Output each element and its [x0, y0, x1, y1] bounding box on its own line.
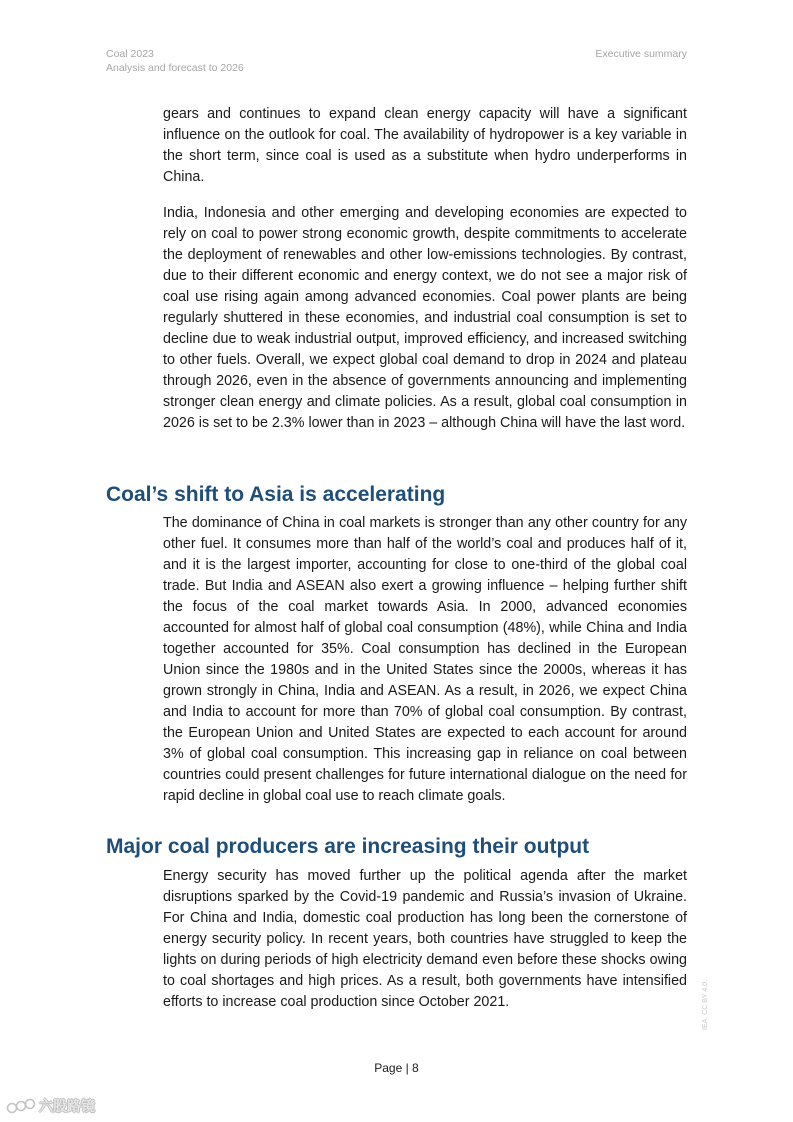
body-paragraph: India, Indonesia and other emerging and developing economies are expected to rely on coal to power strong economic growth, despite commitments to accelerate the deployment of renewables and other low-emissions technologies. By contrast, due to their different economic and energy context, we do not see a major risk of coal use rising again among advanced economies. Coal power plants are being regularly shuttered in these economies, and industrial coal consumption is set to decline due to weak industrial output, improved efficiency, and increased switching to other fuels. Overall, we expect global coal demand to drop in 2024 and plateau through 2026, even in the absence of governments announcing and implementing stronger clean energy and climate policies. As a result, global coal consumption in 2026 is set to be 2.3% lower than in 2023 – although China will have the last word.: [163, 205, 687, 431]
watermark-text: 六股路镜: [39, 1098, 95, 1114]
document-header: [106, 47, 244, 75]
section-heading: Major coal producers are increasing their output: [106, 835, 590, 858]
page-number: Page | 8: [374, 1061, 419, 1075]
body-paragraph: gears and continues to expand clean energy capacity will have a significant influence on the outlook for coal. The availability of hydropower is a key variable in the short term, since coal is used as a substitute when hydro underperforms in China.: [163, 106, 687, 185]
report-title: Coal 2023: [106, 48, 154, 60]
section-body: Energy security has moved further up the political agenda after the market disruptions sparked by the Covid-19 pandemic and Russia’s invasion of Ukraine. For China and India, domestic coal production has long been the cornerstone of energy security policy. In recent years, both countries have struggled to keep the lights on during periods of high electricity demand even before these shocks owing to coal shortages and high prices. As a result, both governments have intensified efforts to increase coal production since October 2021.: [163, 868, 687, 1010]
watermark: [6, 1096, 95, 1116]
section-heading: Coal’s shift to Asia is accelerating: [106, 483, 446, 506]
report-subtitle: Analysis and forecast to 2026: [106, 62, 244, 74]
watermark-logo-icon: [6, 1097, 36, 1115]
section-body: The dominance of China in coal markets is stronger than any other country for any other fuel. It consumes more than half of the world’s coal and produces half of it, and it is the largest importer, accounting for close to one-third of the global coal trade. But India and ASEAN also exert a growing influence – helping further shift the focus of the coal market towards Asia. In 2000, advanced economies accounted for almost half of global coal consumption (48%), while China and India together accounted for 35%. Coal consumption has declined in the European Union since the 1980s and in the United States since the 2000s, whereas it has grown strongly in China, India and ASEAN. As a result, in 2026, we expect China and India to account for more than 70% of global coal consumption. By contrast, the European Union and United States are expected to each account for around 3% of global coal consumption. This increasing gap in reliance on coal between countries could present challenges for future international dialogue on the need for rapid decline in global coal use to reach climate goals.: [163, 515, 687, 804]
license-note: IEA. CC BY 4.0.: [702, 979, 709, 1030]
section-label: Executive summary: [595, 48, 687, 60]
